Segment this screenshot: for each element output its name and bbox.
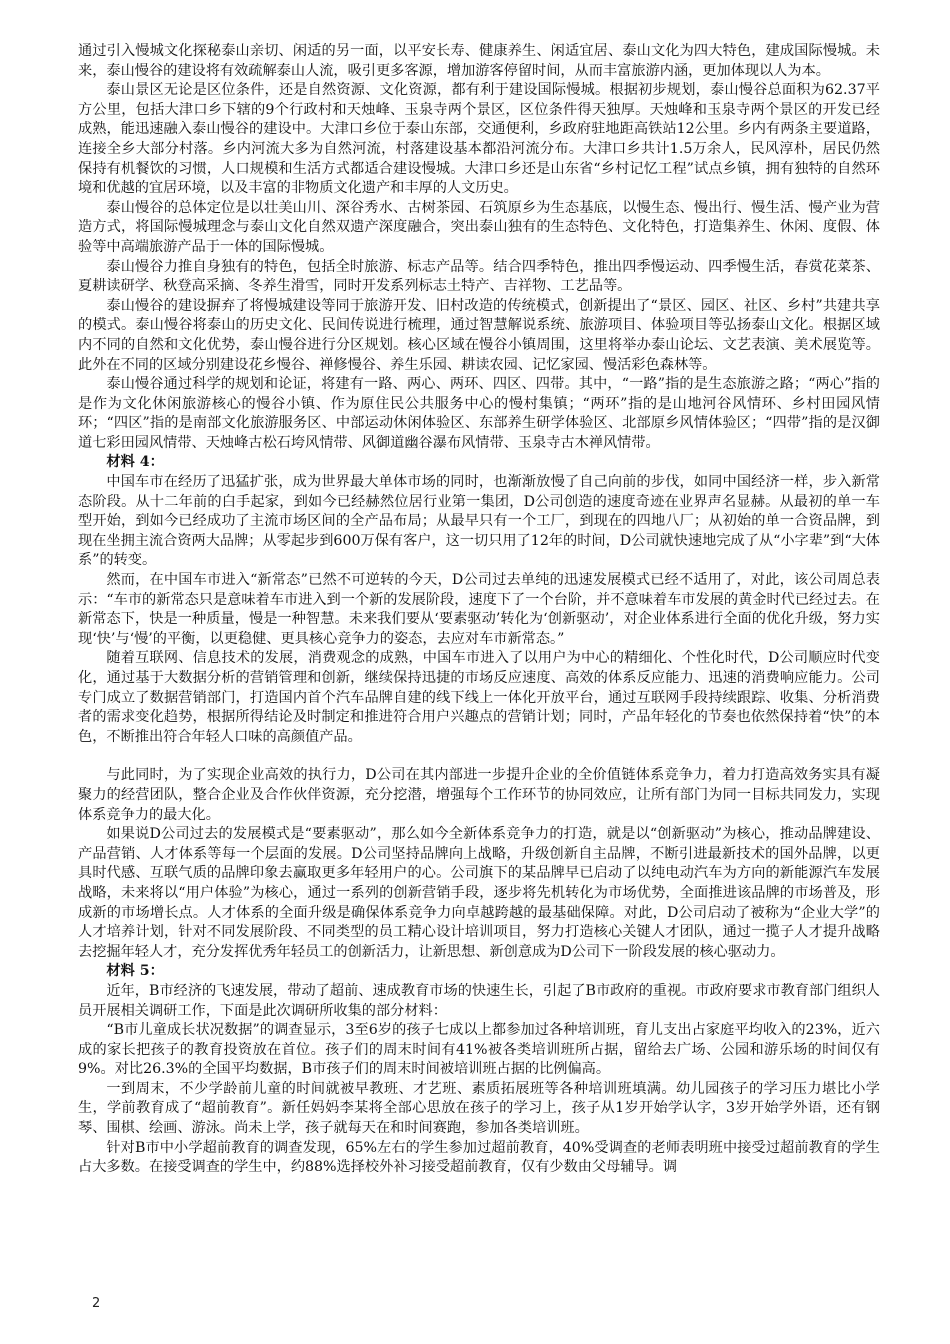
paragraph-model: 泰山慢谷的建设摒弃了将慢城建设等同于旅游开发、旧村改造的传统模式，创新提出了“景区、园区、社区、乡村”共建共享的模式。泰山慢谷将泰山的历史文化、民间传说进行梳理，通过智慧解说系统、旅游项目、体验项目等弘扬泰山文化。根据区域内不同的自然和文化优势，泰山慢谷进行分区规划。核心区域在慢谷小镇周围，这里将举办泰山论坛、文艺表演、美术展览等。此外在不同的区域分别建设花乡慢谷、禅修慢谷、养生乐园、耕读农园、记忆家园、慢活彩色森林等。 [78,297,880,373]
document-page [78,42,880,1178]
paragraph-m5-2: “B市儿童成长状况数据”的调查显示，3至6岁的孩子七成以上都参加过各种培训班，育儿支出占家庭平均收入的23%，近六成的家长把孩子的教育投资放在首位。孩子们的周末时间有41%被各类培训班所占据，留给去广场、公园和游乐场的时间仅有9%。对比26.3%的全国平均数据，B市孩子们的周末时间被培训班占据的比例偏高。 [78,1022,880,1078]
paragraph-m4-1: 中国车市在经历了迅猛扩张，成为世界最大单体市场的同时，也渐渐放慢了自己向前的步伐，如同中国经济一样，步入新常态阶段。从十二年前的白手起家，到如今已经赫然位居行业第一集团，D公司创造的速度奇迹在业界声名显赫。从最初的单一车型开始，到如今已经成功了主流市场区间的全产品布局；从最早只有一个工厂，到现在的四地八厂；从初始的单一合资品牌，到现在坐拥主流合资两大品牌；从零起步到600万保有客户，这一切只用了12年的时间，D公司就快速地完成了从“小字辈”到“大体系”的转变。 [78,474,880,569]
paragraph-m4-4: 与此同时，为了实现企业高效的执行力，D公司在其内部进一步提升企业的全价值链体系竞争力，着力打造高效务实具有凝聚力的经营团队，整合企业及合作伙伴资源，充分挖潜，增强每个工作环节的协同效应，让所有部门为同一目标共同发力，实现体系竞争力的最大化。 [78,767,880,823]
paragraph-m4-5: 如果说D公司过去的发展模式是“要素驱动”，那么如今全新体系竞争力的打造，就是以“创新驱动”为核心，推动品牌建设、产品营销、人才体系等每一个层面的发展。D公司坚持品牌向上战略，升级创新自主品牌，不断引进最新技术的国外品牌，以更具时代感、互联气质的品牌印象去赢取更多年轻用户的心。公司旗下的某品牌早已启动了以纯电动汽车为方向的新能源汽车发展战略，未来将以“用户体验”为核心，通过一系列的创新营销手段，逐步将先机转化为市场优势，全面推进该品牌的市场普及，形成新的市场增长点。人才体系的全面升级是确保体系竞争力向卓越跨越的最基础保障。对此，D公司启动了被称为“企业大学”的人才培养计划，针对不同发展阶段、不同类型的员工精心设计培训项目，努力打造核心关键人才团队，通过一揽子人才提升战略去挖掘年轻人才，充分发挥优秀年轻员工的创新活力，让新思想、新创意成为D公司下一阶段发展的核心驱动力。 [78,826,880,960]
paragraph-features: 泰山慢谷力推自身独有的特色，包括全时旅游、标志产品等。结合四季特色，推出四季慢运动、四季慢生活，春赏花菜茶、夏耕读研学、秋登高采摘、冬养生滑雪，同时开发系列标志土特产、吉祥物、工艺品等。 [78,258,880,295]
paragraph-layout: 泰山慢谷通过科学的规划和论证，将建有一路、两心、两环、四区、四带。其中，“一路”指的是生态旅游之路；“两心”指的是作为文化休闲旅游核心的慢谷小镇、作为原住民公共服务中心的慢村集镇；“两环”指的是山地河谷风情环、乡村田园风情环；“四区”指的是南部文化旅游服务区、中部运动休闲体验区、东部养生研学体验区、北部原乡风情体验区；“四带”指的是汉御道七彩田园风情带、天烛峰古松石垮风情带、风御道幽谷瀑布风情带、玉泉寺古木禅风情带。 [78,376,880,451]
paragraph-intro-continued: 通过引入慢城文化探秘泰山亲切、闲适的另一面，以平安长寿、健康养生、闲适宜居、泰山文化为四大特色，建成国际慢城。未来，泰山慢谷的建设将有效疏解泰山人流，吸引更多客源，增加游客停留时间，从而丰富旅游内涵，更加体现以人为本。 [78,43,880,79]
page-number: 2 [92,1296,101,1311]
paragraph-location: 泰山景区无论是区位条件，还是自然资源、文化资源，都有利于建设国际慢城。根据初步规划，泰山慢谷总面积为62.37平方公里，包括大津口乡下辖的9个行政村和天烛峰、玉泉寺两个景区，区位条件得天独厚。天烛峰和玉泉寺两个景区的开发已经成熟，能迅速融入泰山慢谷的建设中。大津口乡位于泰山东部，交通便利，乡政府驻地距高铁站12公里。乡内有两条主要道路，连接全乡大部分村落。乡内河流大多为自然河流，村落建设基本都沿河流分布。大津口乡共计1.5万余人，民风淳朴，居民仍然保持有机餐饮的习惯，人口规模和生活方式都适合建设慢城。大津口乡还是山东省“乡村记忆工程”试点乡镇，拥有独特的自然环境和优越的宜居环境，以及丰富的非物质文化遗产和丰厚的人文历史。 [78,82,880,197]
paragraph-m4-2: 然而，在中国车市进入“新常态”已然不可逆转的今天，D公司过去单纯的迅速发展模式已经不适用了，对此，该公司周总表示：“车市的新常态只是意味着车市进入到一个新的发展阶段，速度下了一个台阶，并不意味着车市发展的黄金时代已经过去。在新常态下，快是一种质量，慢是一种智慧。未来我们要从‘要素驱动’转化为‘创新驱动’，对企业体系进行全面的优化升级，努力实现‘快’与‘慢’的平衡，以更稳健、更具核心竞争力的姿态，去应对车市新常态。” [78,572,880,647]
paragraph-positioning: 泰山慢谷的总体定位是以壮美山川、深谷秀水、古树茶园、石筑原乡为生态基底，以慢生态、慢出行、慢生活、慢产业为营造方式，将国际慢城理念与泰山文化自然双遗产深度融合，突出泰山独有的生态特色、文化特色，打造集养生、休闲、度假、体验等中高端旅游产品于一体的国际慢城。 [78,199,880,255]
paragraph-m5-4: 针对B市中小学超前教育的调查发现，65%左右的学生参加过超前教育，40%受调查的老师表明班中接受过超前教育的学生占大多数。在接受调查的学生中，约88%选择校外补习接受超前教育，仅有少数由父母辅导。调 [78,1139,880,1176]
paragraph-m5-1: 近年，B市经济的飞速发展，带动了超前、速成教育市场的快速生长，引起了B市政府的重视。市政府要求市教育部门组织人员开展相关调研工作，下面是此次调研所收集的部分材料： [78,982,880,1019]
paragraph-m4-3: 随着互联网、信息技术的发展，消费观念的成熟，中国车市进入了以用户为中心的精细化、个性化时代，D公司顺应时代变化，通过基于大数据分析的营销管理和创新，继续保持迅捷的市场反应速度、高效的体系反应能力、迅速的消费响应能力。公司专门成立了数据营销部门，打造国内首个汽车品牌自建的线下线上一体化开放平台，通过互联网手段持续跟踪、收集、分析消费者的需求变化趋势，根据所得结论及时制定和推进符合用户兴趣点的营销计划；同时，产品年轻化的节奏也依然保持着“快”的本色，不断推出符合年轻人口味的高颜值产品。 [78,650,880,745]
material-4-heading: 材料 4： [106,454,164,471]
paragraph-m5-3: 一到周末，不少学龄前儿童的时间就被早教班、才艺班、素质拓展班等各种培训班填满。幼儿园孩子的学习压力堪比小学生，学前教育成了“超前教育”。新任妈妈李某将全部心思放在孩子的学习上，孩子从1岁开始学认字，3岁开始学外语，还有钢琴、围棋、绘画、游泳。尚未上学，孩子就每天在和时间赛跑，参加各类培训班。 [78,1080,880,1137]
material-5-heading: 材料 5： [106,963,164,980]
